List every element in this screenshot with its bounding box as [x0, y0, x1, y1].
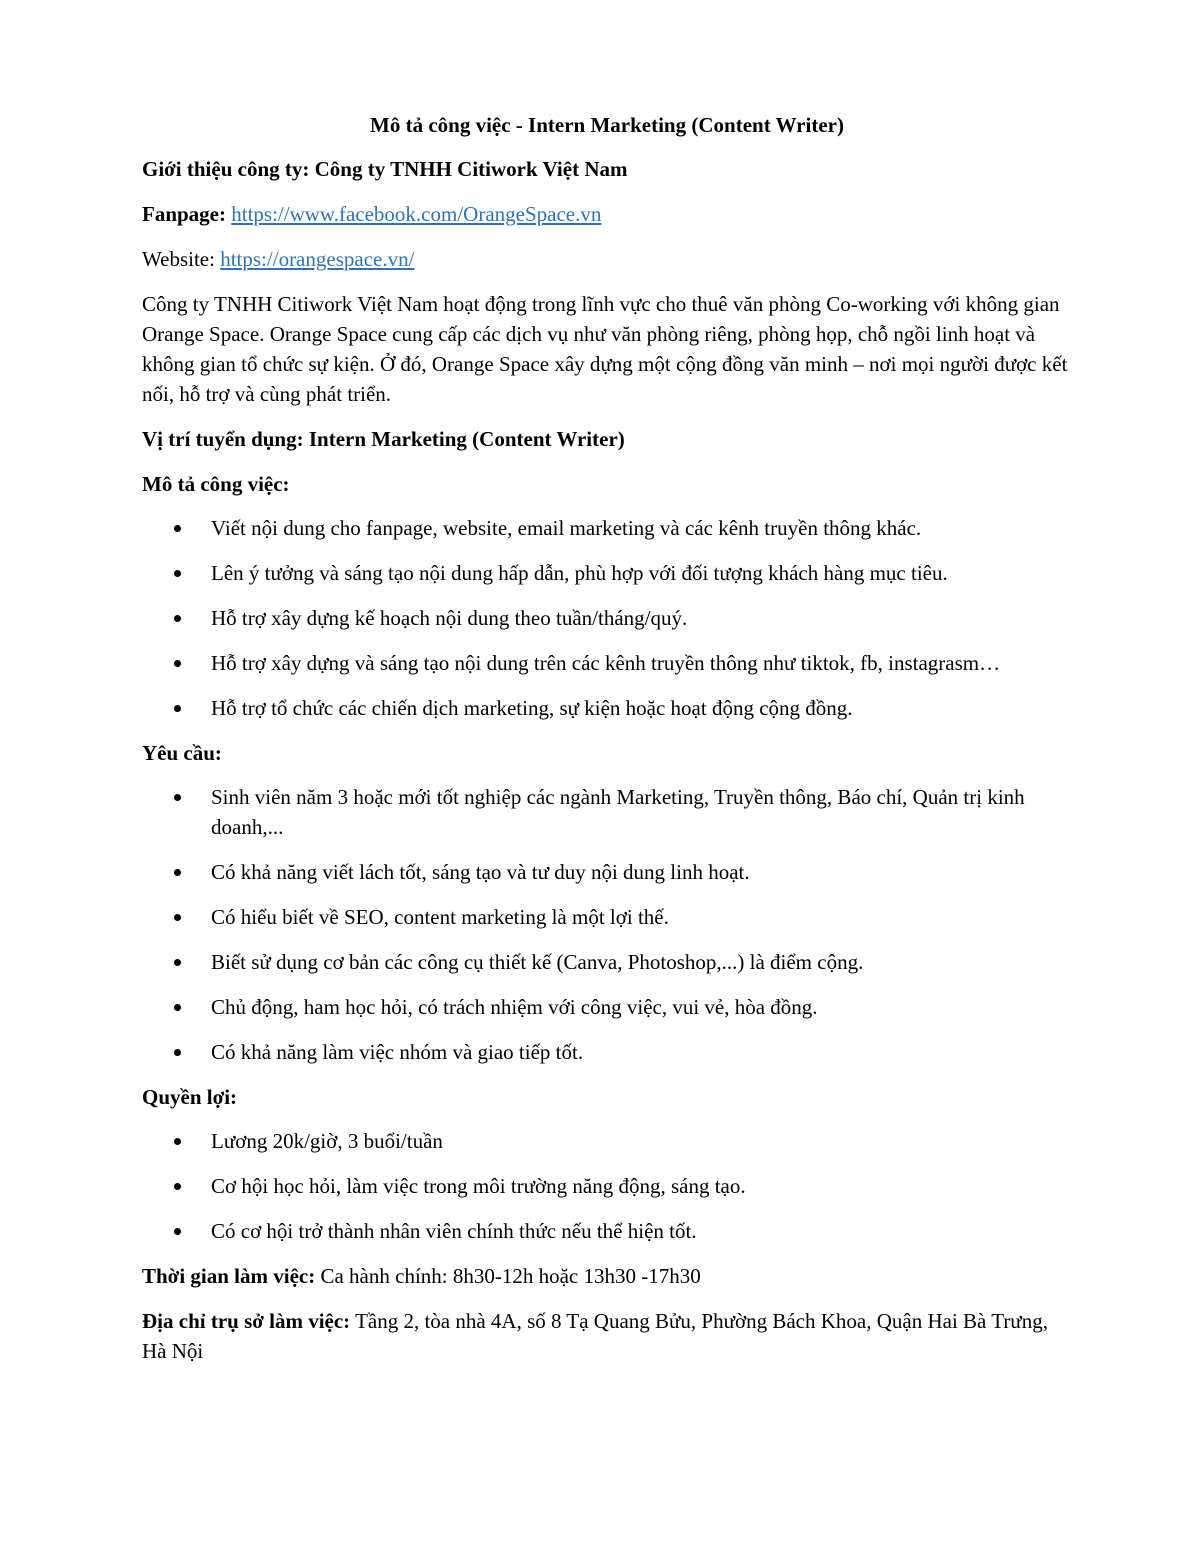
list-item-text: Có khả năng làm việc nhóm và giao tiếp tốt.	[211, 1040, 584, 1064]
working-time-label: Thời gian làm việc:	[142, 1264, 316, 1288]
company-intro: Công ty TNHH Citiwork Việt Nam hoạt động trong lĩnh vực cho thuê văn phòng Co-working với không gian Orange Space. Orange Space cung cấp các dịch vụ như văn phòng riêng, phòng họp, chỗ ngồi linh hoạt và không gian tổ chức sự kiện. Ở đó, Orange Space xây dựng một cộng đồng văn minh – nơi mọi người được kết nối, hỗ trợ và cùng phát triển.	[142, 292, 1068, 406]
website-line	[142, 244, 1072, 274]
list-item	[142, 693, 1072, 723]
address-line	[142, 1306, 1072, 1366]
list-item	[142, 648, 1072, 678]
list-item-text: Sinh viên năm 3 hoặc mới tốt nghiệp các ngành Marketing, Truyền thông, Báo chí, Quản trị kinh doanh,...	[211, 785, 1025, 839]
bullet-icon	[174, 1183, 181, 1190]
list-item	[142, 1126, 1072, 1156]
bullet-icon	[174, 869, 181, 876]
position-value: Intern Marketing (Content Writer)	[308, 427, 625, 451]
list-item	[142, 513, 1072, 543]
benefits-list	[142, 1126, 1072, 1246]
list-item-text: Hỗ trợ xây dựng và sáng tạo nội dung trên các kênh truyền thông như tiktok, fb, instagrasm…	[211, 651, 1001, 675]
list-item-text: Có cơ hội trở thành nhân viên chính thức nếu thể hiện tốt.	[211, 1219, 697, 1243]
position-label: Vị trí tuyển dụng:	[142, 427, 304, 451]
bullet-icon	[174, 615, 181, 622]
list-item	[142, 558, 1072, 588]
list-item-text: Viết nội dung cho fanpage, website, email marketing và các kênh truyền thông khác.	[211, 516, 922, 540]
document-page	[142, 110, 1072, 1381]
job-description-list	[142, 513, 1072, 723]
job-description-heading: Mô tả công việc:	[142, 472, 290, 496]
fanpage-label: Fanpage:	[142, 202, 226, 226]
website-link[interactable]: https://orangespace.vn/	[220, 247, 415, 271]
list-item-text: Biết sử dụng cơ bản các công cụ thiết kế (Canva, Photoshop,...) là điểm cộng.	[211, 950, 864, 974]
working-time-line	[142, 1261, 1072, 1291]
bullet-icon	[174, 794, 181, 801]
document-title: Mô tả công việc - Intern Marketing (Content Writer)	[370, 113, 844, 137]
list-item-text: Có hiểu biết về SEO, content marketing là một lợi thế.	[211, 905, 669, 929]
bullet-icon	[174, 1228, 181, 1235]
list-item	[142, 947, 1072, 977]
list-item-text: Lên ý tưởng và sáng tạo nội dung hấp dẫn, phù hợp với đối tượng khách hàng mục tiêu.	[211, 561, 948, 585]
fanpage-link[interactable]: https://www.facebook.com/OrangeSpace.vn	[231, 202, 602, 226]
list-item-text: Hỗ trợ tổ chức các chiến dịch marketing, sự kiện hoặc hoạt động cộng đồng.	[211, 696, 853, 720]
bullet-icon	[174, 570, 181, 577]
address-value: Tầng 2, tòa nhà 4A, số 8 Tạ Quang Bửu, Phường Bách Khoa, Quận Hai Bà Trưng, Hà Nội	[142, 1309, 1048, 1363]
list-item	[142, 992, 1072, 1022]
company-line	[142, 154, 1072, 184]
list-item-text: Lương 20k/giờ, 3 buổi/tuần	[211, 1129, 443, 1153]
company-label: Giới thiệu công ty:	[142, 157, 310, 181]
requirements-list	[142, 782, 1072, 1067]
working-time-value: Ca hành chính: 8h30-12h hoặc 13h30 -17h30	[320, 1264, 701, 1288]
list-item	[142, 1037, 1072, 1067]
list-item	[142, 782, 1072, 842]
bullet-icon	[174, 914, 181, 921]
benefits-heading: Quyền lợi:	[142, 1085, 238, 1109]
list-item-text: Hỗ trợ xây dựng kế hoạch nội dung theo tuần/tháng/quý.	[211, 606, 688, 630]
list-item	[142, 1216, 1072, 1246]
website-label: Website:	[142, 247, 215, 271]
position-line	[142, 424, 1072, 454]
list-item	[142, 1171, 1072, 1201]
requirements-heading: Yêu cầu:	[142, 741, 222, 765]
bullet-icon	[174, 525, 181, 532]
list-item-text: Cơ hội học hỏi, làm việc trong môi trường năng động, sáng tạo.	[211, 1174, 746, 1198]
list-item	[142, 902, 1072, 932]
bullet-icon	[174, 1049, 181, 1056]
address-label: Địa chỉ trụ sở làm việc:	[142, 1309, 351, 1333]
bullet-icon	[174, 1138, 181, 1145]
bullet-icon	[174, 1004, 181, 1011]
bullet-icon	[174, 705, 181, 712]
fanpage-line	[142, 199, 1072, 229]
list-item-text: Chủ động, ham học hỏi, có trách nhiệm với công việc, vui vẻ, hòa đồng.	[211, 995, 818, 1019]
bullet-icon	[174, 660, 181, 667]
list-item	[142, 857, 1072, 887]
list-item-text: Có khả năng viết lách tốt, sáng tạo và tư duy nội dung linh hoạt.	[211, 860, 750, 884]
list-item	[142, 603, 1072, 633]
company-name: Công ty TNHH Citiwork Việt Nam	[314, 157, 628, 181]
bullet-icon	[174, 959, 181, 966]
